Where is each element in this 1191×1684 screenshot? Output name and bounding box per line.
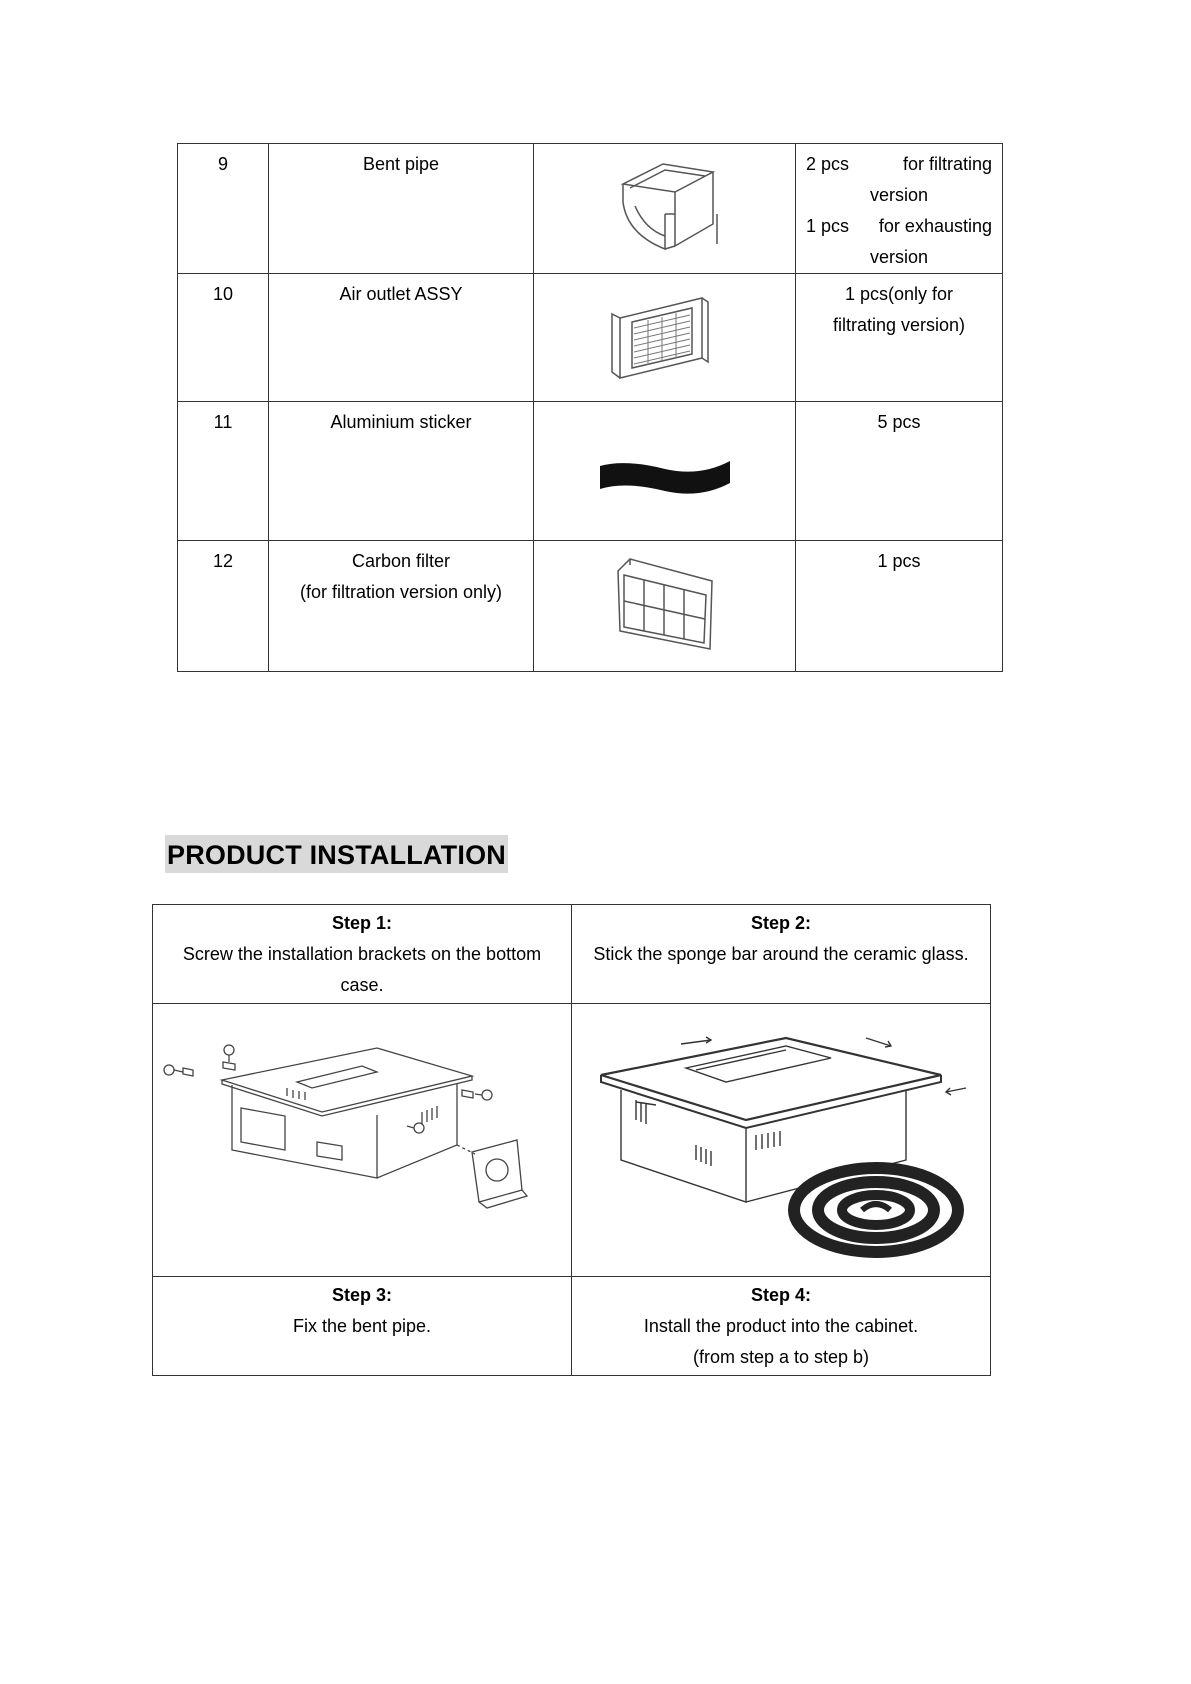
part-image xyxy=(534,144,796,274)
step-heading: Step 2: xyxy=(750,913,811,933)
step-text: Screw the installation brackets on the bottom case. xyxy=(182,944,542,995)
steps-table xyxy=(152,904,991,1376)
part-image xyxy=(534,402,796,541)
step-text: Install the product into the cabinet. xyxy=(643,1316,919,1336)
table-row xyxy=(178,541,1003,672)
part-name: Bent pipe xyxy=(269,144,534,274)
qty-note: filtrating version) xyxy=(832,315,966,335)
parts-table xyxy=(177,143,1003,672)
step-heading: Step 1: xyxy=(331,913,392,933)
part-name: Air outlet ASSY xyxy=(269,274,534,402)
part-name-line: Carbon filter xyxy=(351,551,451,571)
qty-note: 1 pcs(only for xyxy=(844,284,954,304)
part-image xyxy=(534,274,796,402)
table-row xyxy=(178,402,1003,541)
qty-count: 2 pcs xyxy=(806,154,850,174)
table-row xyxy=(153,1277,991,1376)
qty-note: for exhausting xyxy=(878,216,992,236)
part-number: 12 xyxy=(178,541,269,672)
step-heading: Step 4: xyxy=(750,1285,811,1305)
qty-note: 1 pcs xyxy=(877,551,921,571)
table-row xyxy=(153,905,991,1004)
step-cell xyxy=(572,1277,991,1376)
qty-count: 1 pcs xyxy=(806,216,850,236)
step-figure xyxy=(572,1004,991,1277)
part-number: 10 xyxy=(178,274,269,402)
step-cell xyxy=(572,905,991,1004)
bent-pipe-icon xyxy=(605,154,725,264)
table-row xyxy=(153,1004,991,1277)
part-name: Aluminium sticker xyxy=(269,402,534,541)
section-title: PRODUCT INSTALLATION xyxy=(165,835,508,873)
carbon-filter-icon xyxy=(610,551,720,661)
part-name xyxy=(269,541,534,672)
part-quantity xyxy=(796,541,1003,672)
part-image xyxy=(534,541,796,672)
step-figure xyxy=(153,1004,572,1277)
step-text: Stick the sponge bar around the ceramic glass. xyxy=(593,944,969,964)
step-heading: Step 3: xyxy=(331,1285,392,1305)
part-number: 11 xyxy=(178,402,269,541)
qty-note: for filtrating xyxy=(902,154,992,174)
air-outlet-icon xyxy=(610,288,720,388)
part-name-note: (for filtration version only) xyxy=(299,582,503,602)
bracket-installation-illustration xyxy=(157,1020,567,1260)
qty-note: version xyxy=(869,185,929,205)
part-number: 9 xyxy=(178,144,269,274)
step-text: Fix the bent pipe. xyxy=(292,1316,432,1336)
step-cell xyxy=(153,1277,572,1376)
part-quantity xyxy=(796,274,1003,402)
qty-note: version xyxy=(869,247,929,267)
part-quantity xyxy=(796,402,1003,541)
table-row xyxy=(178,274,1003,402)
step-cell xyxy=(153,905,572,1004)
aluminium-sticker-icon xyxy=(595,451,735,501)
qty-note: 5 pcs xyxy=(877,412,921,432)
table-row xyxy=(178,144,1003,274)
sponge-bar-illustration xyxy=(576,1020,986,1260)
part-quantity xyxy=(796,144,1003,274)
step-text-note: (from step a to step b) xyxy=(692,1347,870,1367)
